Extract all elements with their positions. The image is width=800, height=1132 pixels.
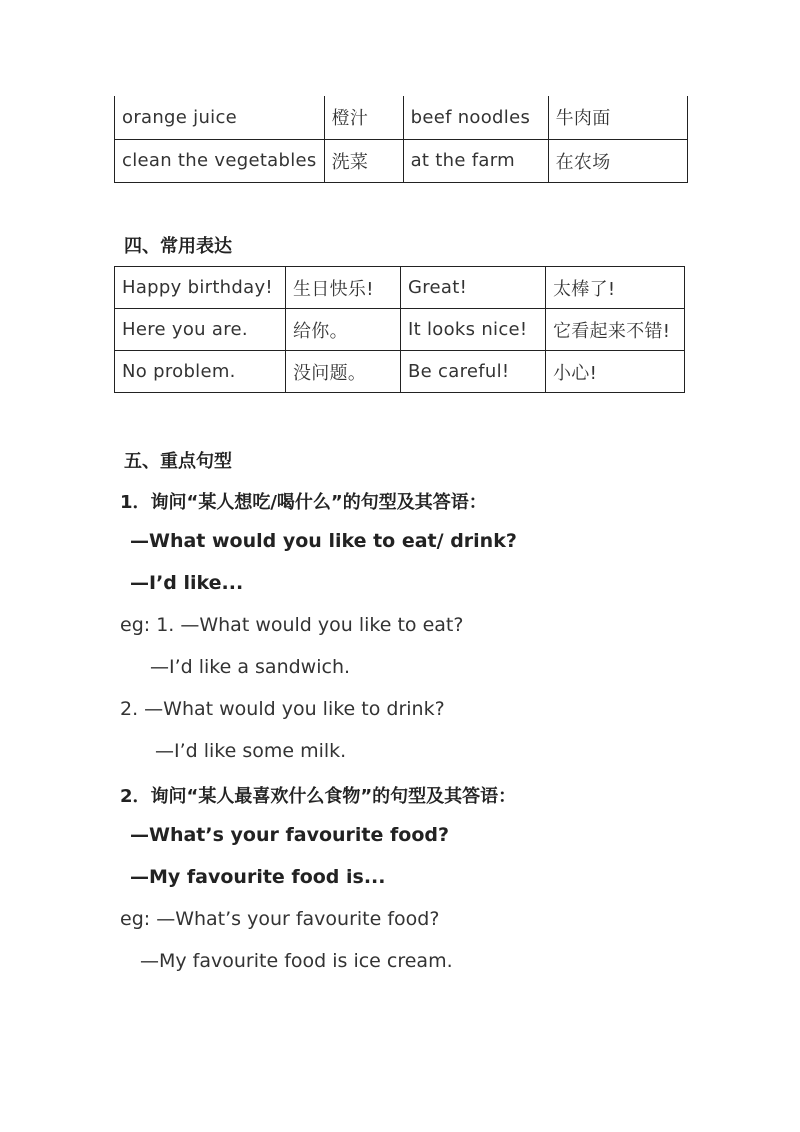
table-cell-chinese: 它看起来不错! xyxy=(546,309,685,351)
vocabulary-table xyxy=(114,96,688,183)
table-cell-english: No problem. xyxy=(115,351,286,393)
table-cell-english: Be careful! xyxy=(401,351,546,393)
table-cell-english: clean the vegetables xyxy=(115,139,325,182)
example-3-question: eg: —What’s your favourite food? xyxy=(120,908,440,930)
table-cell-english: Happy birthday! xyxy=(115,267,286,309)
table-cell-chinese: 给你。 xyxy=(286,309,401,351)
table-cell-chinese: 小心! xyxy=(546,351,685,393)
table-cell-chinese: 没问题。 xyxy=(286,351,401,393)
example-1-question: eg: 1. —What would you like to eat? xyxy=(120,614,464,636)
table-cell-english: orange juice xyxy=(115,96,325,139)
pattern-2-question: —What’s your favourite food? xyxy=(130,824,449,846)
table-cell-chinese: 洗菜 xyxy=(324,139,403,182)
table-cell-english: at the farm xyxy=(403,139,548,182)
table-cell-english: Great! xyxy=(401,267,546,309)
example-2-answer: —I’d like some milk. xyxy=(155,740,347,762)
table-row xyxy=(115,309,685,351)
table-row xyxy=(115,96,688,139)
table-row xyxy=(115,267,685,309)
table-cell-english: beef noodles xyxy=(403,96,548,139)
table-row xyxy=(115,351,685,393)
pattern-1-question: —What would you like to eat/ drink? xyxy=(130,530,517,552)
table-cell-chinese: 生日快乐! xyxy=(286,267,401,309)
pattern-2-answer: —My favourite food is... xyxy=(130,866,386,888)
pattern-1-answer: —I’d like... xyxy=(130,572,244,594)
example-2-question: 2. —What would you like to drink? xyxy=(120,698,445,720)
table-row xyxy=(115,139,688,182)
table-cell-chinese: 橙汁 xyxy=(324,96,403,139)
table-cell-chinese: 太棒了! xyxy=(546,267,685,309)
example-1-answer: —I’d like a sandwich. xyxy=(150,656,351,678)
table-cell-english: Here you are. xyxy=(115,309,286,351)
section-4-title: 四、常用表达 xyxy=(124,236,232,257)
table-cell-english: It looks nice! xyxy=(401,309,546,351)
table-cell-chinese: 在农场 xyxy=(548,139,687,182)
pattern-1-heading: 1．询问“某人想吃/喝什么”的句型及其答语： xyxy=(120,492,487,513)
example-3-answer: —My favourite food is ice cream. xyxy=(140,950,453,972)
pattern-2-heading: 2．询问“某人最喜欢什么食物”的句型及其答语： xyxy=(120,786,517,807)
expressions-table xyxy=(114,266,685,393)
table-cell-chinese: 牛肉面 xyxy=(548,96,687,139)
section-5-title: 五、重点句型 xyxy=(124,451,232,472)
